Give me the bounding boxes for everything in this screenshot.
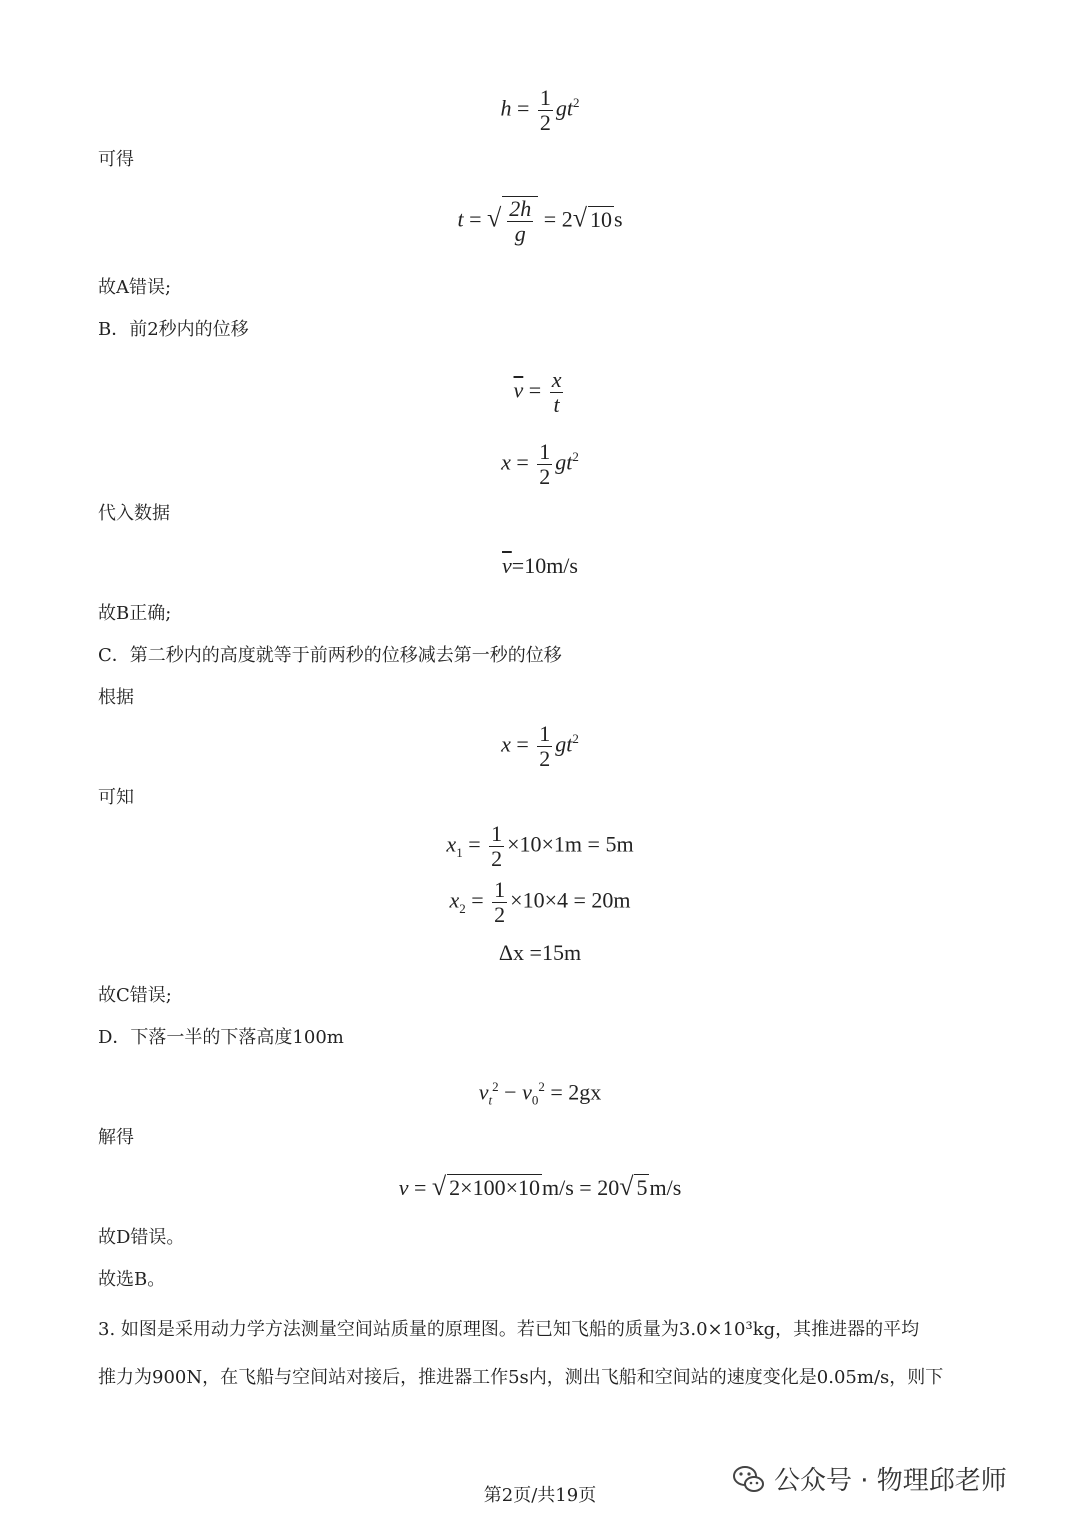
question-3-line-1: 3. 如图是采用动力学方法测量空间站质量的原理图。若已知飞船的质量为3.0×10³kg，其推进器的平均 bbox=[98, 1319, 920, 1340]
text-line: B．前2秒内的位移 bbox=[98, 319, 249, 340]
equation-x2: $x_2$ = $\frac{1}{2}$ ×10×4 = 20m bbox=[449, 877, 631, 927]
equation-kinematic: $v_t^2 - v_0^2 = 2gx$ bbox=[478, 1079, 602, 1108]
text-line: C．第二秒内的高度就等于前两秒的位移减去第一秒的位移 bbox=[98, 645, 562, 666]
watermark bbox=[732, 1460, 1007, 1497]
page-footer: 第2页/共19页 bbox=[483, 1485, 597, 1506]
equation-t: t = √ $\frac{2h}{g}$ = 2√ 10s bbox=[457, 196, 623, 246]
equation-vbar: $\overline{v}$ = $\frac{x}{t}$ bbox=[513, 367, 562, 417]
text-line: 故A错误; bbox=[98, 277, 172, 298]
text-line: 根据 bbox=[98, 687, 134, 708]
equation-dx: Δx =15m bbox=[498, 940, 582, 965]
wechat-icon bbox=[732, 1462, 766, 1496]
watermark-text: 公众号 · 物理邱老师 bbox=[774, 1466, 1007, 1496]
text-line: 可知 bbox=[98, 787, 134, 808]
text-line: 故C错误; bbox=[98, 985, 172, 1006]
equation-x1: $x_1$ = $\frac{1}{2}$ ×10×1m = 5m bbox=[446, 821, 634, 871]
question-3-line-2: 推力为900N，在飞船与空间站对接后，推进器工作5s内，测出飞船和空间站的速度变化是0.05m/s，则下 bbox=[98, 1367, 944, 1388]
equation-v-result: $\overline{v}=10m/s$ bbox=[502, 553, 578, 578]
text-line: 可得 bbox=[98, 149, 134, 170]
text-line: 故B正确; bbox=[98, 603, 172, 624]
text-line: D．下落一半的下落高度100m bbox=[98, 1027, 344, 1048]
text-line: 解得 bbox=[98, 1127, 134, 1148]
text-line: 故D错误。 bbox=[98, 1227, 185, 1248]
equation-h: h = $\frac{1}{2}$ $gt^2$ bbox=[500, 85, 580, 135]
text-line: 代入数据 bbox=[98, 503, 170, 524]
equation-x-2: x = $\frac{1}{2}$ $gt^2$ bbox=[501, 721, 579, 771]
text-line: 故选B。 bbox=[98, 1269, 166, 1290]
equation-x: x = $\frac{1}{2}$ $gt^2$ bbox=[501, 439, 579, 489]
equation-v-final: v = √ 2×100×10m/s = 20√ 5m/s bbox=[398, 1172, 682, 1201]
